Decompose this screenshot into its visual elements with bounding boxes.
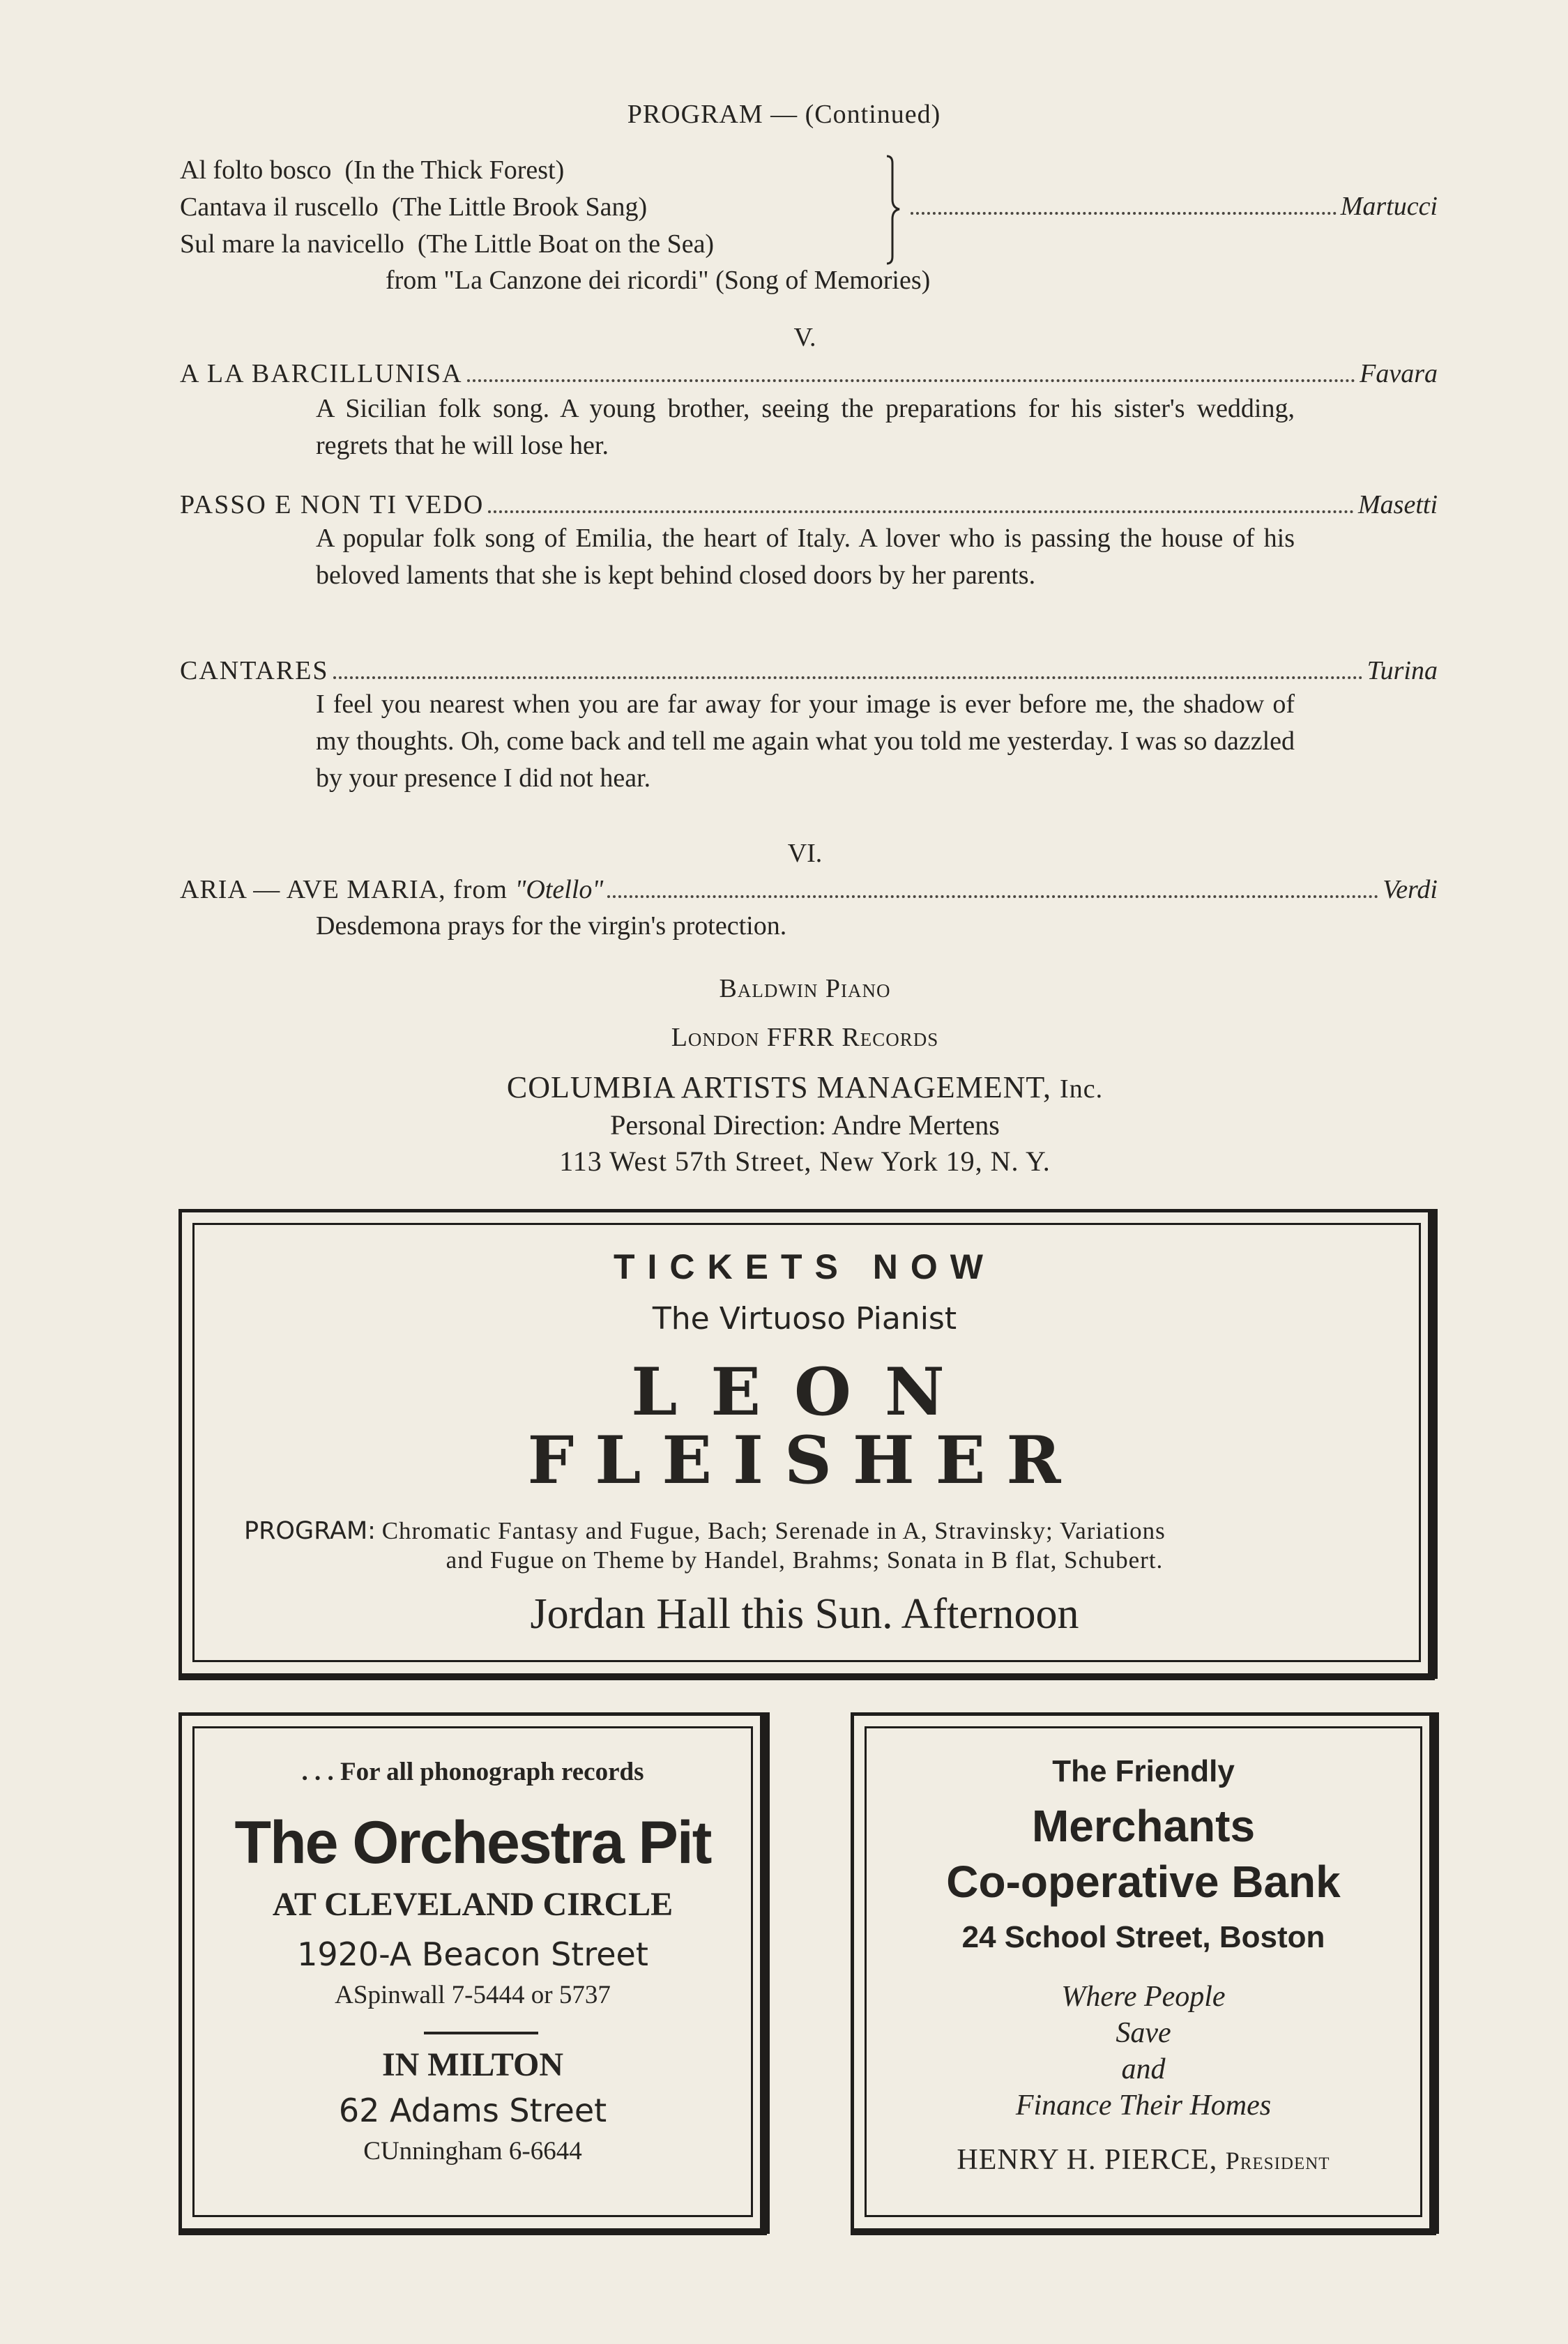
management-suffix: Inc. (1060, 1074, 1104, 1104)
dot-leader (467, 379, 1356, 382)
pit-branch: IN MILTON (381, 2046, 564, 2083)
program-item-title: PASSO E NON TI VEDO (180, 490, 485, 519)
pit-location: AT CLEVELAND CIRCLE (272, 1886, 673, 1923)
artist-last-name: FLEISHER (527, 1422, 1082, 1499)
program-item-title: CANTARES (180, 656, 329, 685)
program-item-row (180, 872, 1438, 908)
ad-shadow-bar (851, 2228, 1436, 2235)
composer-name: Masetti (1358, 490, 1438, 519)
slogan-line: Save (1116, 2017, 1171, 2049)
composer-name: Turina (1367, 656, 1438, 685)
pit-phone: ASpinwall 7-5444 or 5737 (335, 1981, 611, 2009)
group-brace-icon (880, 153, 908, 266)
fleisher-program-line (244, 1517, 1166, 1545)
program-item-title: ARIA — AVE MARIA, from (180, 875, 515, 904)
song-group (180, 152, 714, 263)
program-text: and Fugue on Theme by Handel, Brahms; Sonata in B flat, Schubert. (446, 1546, 1164, 1574)
pit-name: The Orchestra Pit (234, 1809, 711, 1876)
section-number: V. (793, 323, 816, 352)
dot-leader (488, 510, 1354, 513)
officer-name: HENRY H. PIERCE, (957, 2144, 1218, 2176)
dot-leader (333, 676, 1363, 679)
group-composer-row (906, 188, 1438, 225)
pit-branch-phone: CUnningham 6-6644 (363, 2137, 582, 2166)
program-item-row (180, 487, 1438, 524)
management-credit (0, 1070, 1568, 1105)
dot-leader (911, 212, 1337, 215)
program-item-title: A LA BARCILLUNISA (180, 359, 463, 388)
program-item-row (180, 653, 1438, 690)
pit-branch-street: 62 Adams Street (338, 2092, 607, 2129)
program-item-description: A Sicilian folk song. A young brother, seeing the preparations for his sister's wedding, regrets that he will lose her. (316, 394, 1295, 460)
slogan-line: Finance Their Homes (1015, 2090, 1272, 2122)
slogan-line: and (1121, 2053, 1166, 2085)
slogan-line: Where People (1061, 1981, 1226, 2013)
bank-name: Merchants (1031, 1801, 1256, 1851)
bank-slogan (851, 1979, 1436, 2124)
concert-venue: Jordan Hall this Sun. Afternoon (530, 1590, 1079, 1638)
program-label: PROGRAM: (244, 1517, 376, 1545)
bank-address: 24 School Street, Boston (961, 1920, 1325, 1954)
song-title: Sul mare la navicello (The Little Boat on the Sea) (180, 229, 715, 259)
management-name: COLUMBIA ARTISTS MANAGEMENT, (506, 1070, 1052, 1104)
song-title: Al folto bosco (In the Thick Forest) (180, 155, 565, 185)
pit-street: 1920-A Beacon Street (297, 1935, 648, 1973)
program-item-description: Desdemona prays for the virgin's protection. (316, 911, 787, 941)
bank-name: Co-operative Bank (946, 1857, 1341, 1907)
composer-name: Favara (1360, 359, 1438, 388)
program-item-description: I feel you nearest when you are far away for your image is ever before me, the shadow of my thoughts. Oh, come back and tell me again what you told me yesterday. I was so dazzled by your presence I did not hear. (316, 690, 1295, 793)
composer-name: Verdi (1383, 875, 1438, 904)
program-text: Chromatic Fantasy and Fugue, Bach; Serenade in A, Stravinsky; Variations (381, 1517, 1166, 1544)
officer-title: President (1225, 2147, 1330, 2175)
pianist-subtitle: The Virtuoso Pianist (652, 1301, 957, 1337)
ad-shadow-bar (178, 2228, 767, 2235)
ad-shadow-bar (178, 1673, 1435, 1680)
program-header: PROGRAM — (Continued) (627, 100, 941, 129)
dot-leader (607, 895, 1378, 898)
artist-first-name: LEON (631, 1354, 978, 1431)
song-title: Cantava il ruscello (The Little Brook Sang) (180, 192, 648, 222)
tickets-headline: TICKETS NOW (614, 1247, 996, 1286)
program-item-row (180, 356, 1438, 393)
group-source: from "La Canzone dei ricordi" (Song of Memories) (386, 266, 931, 295)
pit-tagline: . . . For all phonograph records (301, 1758, 644, 1786)
personal-direction: Personal Direction: Andre Mertens (610, 1109, 1000, 1141)
bank-officer (851, 2143, 1436, 2177)
composer-name: Martucci (1340, 192, 1438, 221)
bank-intro: The Friendly (1052, 1754, 1235, 1788)
records-credit: London FFRR Records (671, 1023, 939, 1052)
opera-title: "Otello" (515, 875, 604, 904)
divider (424, 2032, 538, 2034)
program-item-description: A popular folk song of Emilia, the heart of Italy. A lover who is passing the house of his beloved laments that she is kept behind closed doors by her parents. (316, 524, 1295, 590)
management-address: 113 West 57th Street, New York 19, N. Y. (559, 1146, 1051, 1177)
piano-credit: Baldwin Piano (719, 974, 891, 1003)
section-number: VI. (787, 839, 823, 868)
